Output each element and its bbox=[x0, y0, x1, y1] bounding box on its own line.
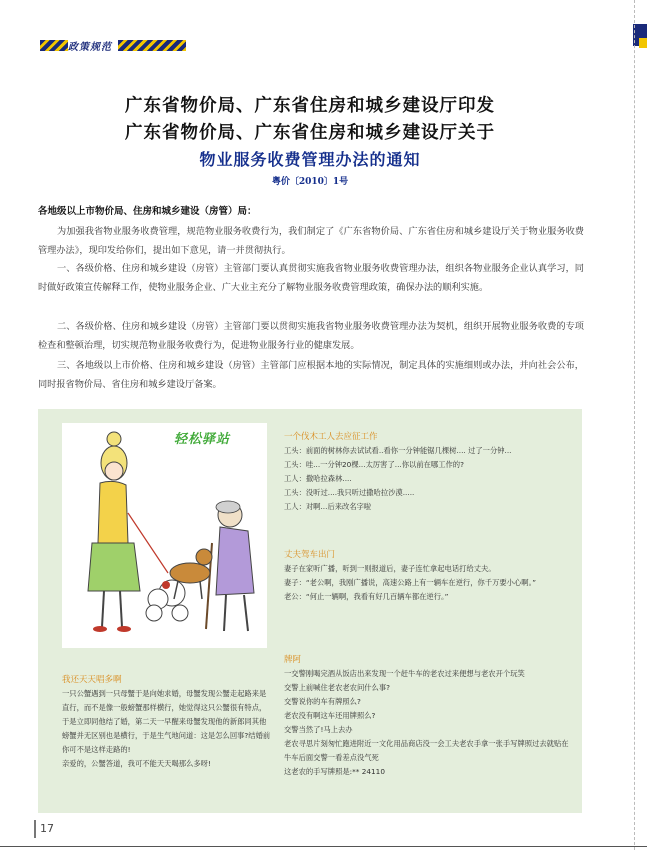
page-number: 17 bbox=[40, 822, 54, 835]
paragraph: 为加强我省物业服务收费管理，规范物业服务收费行为，我们制定了《广东省物价局、广东省住房和城乡建设厅关于物业服务收费管理办法》，现印发给你们，提出如下意见，请一并贯彻执行。 bbox=[38, 226, 584, 256]
cartoon-illustration bbox=[62, 423, 267, 648]
bottom-rule bbox=[0, 846, 647, 847]
story-body: 一只公蟹遇到一只母蟹于是向她求婚，母蟹发现公蟹走起路来是直行，而不是像一般螃蟹那样横行，她觉得这只公蟹很有特点，于是立即同他结了婚，第二天一早醒来母蟹发现他的新郎同其他螃蟹并无区别也是横行，于是生气地问道：这是怎么回事?结婚前你可不是这样走路的! 亲爱的，公蟹答道，我可不能天天喝那么多呀! bbox=[62, 689, 271, 768]
addressee: 各地级以上市物价局、住房和城乡建设（房管）局： bbox=[38, 206, 257, 217]
page-edge-rule bbox=[633, 0, 635, 850]
story-body: 妻子在家听广播，听到一则报道后，妻子连忙拿起电话打给丈夫。 妻子：“老公啊，我刚广播说，高速公路上有一辆车在逆行，你千万要小心啊。” 老公：“何止一辆啊，我看有好几百辆车都在逆行。” bbox=[284, 564, 537, 601]
story-title: 我还天天唱多啊 bbox=[62, 675, 122, 685]
page-number-bar bbox=[34, 820, 36, 838]
corner-tab-accent bbox=[639, 38, 647, 48]
story-title: 一个伐木工人去应征工作 bbox=[284, 432, 378, 442]
header-stripes-left bbox=[40, 40, 68, 51]
story-title: 丈夫驾车出门 bbox=[284, 550, 336, 560]
header-stripes-right bbox=[118, 40, 186, 51]
story-title: 牌阿 bbox=[284, 655, 302, 665]
document-number: 粤价〔2010〕1号 bbox=[271, 177, 349, 187]
cartoon-drawing bbox=[62, 423, 267, 648]
title-line-1: 广东省物价局、广东省住房和城乡建设厅印发 bbox=[125, 96, 495, 116]
paragraph: 一、各级价格、住房和城乡建设（房管）主管部门要认真贯彻实施我省物业服务收费管理办法，组织各物业服务企业认真学习，同时做好政策宣传解释工作，使物业服务企业、广大业主充分了解物业服务收费管理政策，确保办法的顺利实施。 bbox=[38, 263, 584, 293]
paragraph: 二、各级价格、住房和城乡建设（房管）主管部门要以贯彻实施我省物业服务收费管理办法为契机，组织开展物业服务收费的专项检查和整顿治理，切实规范物业服务收费行为，促进物业服务行业的健康发展。 bbox=[38, 321, 584, 351]
story-body: 工头：前面的树林你去试试看..看你一分钟能锯几棵树.... 过了一分钟... 工头：哇...一分钟20棵...太厉害了...你以前在哪工作的? 工人：撒哈拉森林.... 工头：没听过....我只听过撒哈拉沙漠..... 工人：对啊...后来改名字啦 bbox=[284, 446, 512, 511]
cartoon-title: 轻松驿站 bbox=[174, 432, 231, 447]
story-body: 一交警刚喝完酒从饭店出来发现一个赶牛车的老农过来便想与老农开个玩笑 交警上前喊住老农老农问什么事? 交警说你的车有牌照么? 老农没有啊这车还用牌照么? 交警当然了!马上去办 老农寻思片刻匆忙跑进附近一文化用品商店没一会工夫老农手拿一张手写牌照过去就贴在牛车后面交警一看差点没气死 这老农的手写牌照是:** 24110 bbox=[284, 669, 569, 776]
title-line-3: 物业服务收费管理办法的通知 bbox=[199, 150, 421, 169]
paragraph: 三、各地级以上市价格、住房和城乡建设（房管）主管部门应根据本地的实际情况，制定具体的实施细则或办法，并向社会公布，同时报省物价局、省住房和城乡建设厅备案。 bbox=[38, 360, 584, 390]
section-tag: 政策规范 bbox=[68, 42, 112, 53]
title-line-2: 广东省物价局、广东省住房和城乡建设厅关于 bbox=[125, 123, 495, 143]
